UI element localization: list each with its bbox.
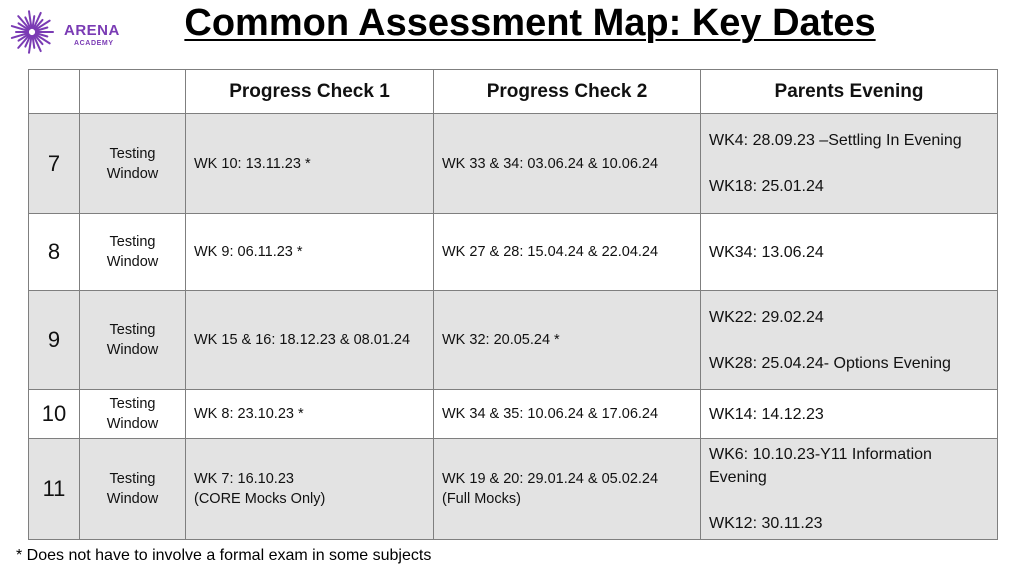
parents-evening-date: WK34: 13.06.24	[709, 243, 824, 261]
testing-window-label: Window	[106, 342, 159, 358]
progress-check-2-cell	[434, 291, 701, 390]
progress-check-1-date: WK 15 & 16: 18.12.23 & 08.01.24	[194, 332, 411, 348]
table-row	[29, 291, 998, 390]
logo-name: ARENA	[64, 22, 120, 39]
parents-evening-cell	[701, 390, 998, 439]
table-row	[29, 390, 998, 439]
header-year	[29, 70, 80, 114]
testing-window-label: Testing	[109, 471, 156, 487]
table-row	[29, 114, 998, 214]
page-title: Common Assessment Map: Key Dates	[184, 2, 876, 44]
progress-check-2-cell	[434, 390, 701, 439]
parents-evening-cell	[701, 214, 998, 291]
parents-evening-cell	[701, 439, 998, 540]
table-row	[29, 214, 998, 291]
testing-window-label: Window	[106, 165, 159, 182]
testing-window-cell	[80, 291, 186, 390]
testing-window-label: Testing	[109, 396, 156, 412]
progress-check-2-date: WK 19 & 20: 29.01.24 & 05.02.24	[442, 471, 659, 487]
progress-check-2-cell	[434, 114, 701, 214]
parents-evening-date: WK18: 25.01.24	[709, 178, 824, 195]
testing-window-label: Testing	[109, 234, 156, 250]
parents-evening-date: WK22: 29.02.24	[709, 308, 824, 326]
parents-evening-date: WK28: 25.04.24- Options Evening	[709, 354, 951, 372]
table-row	[29, 439, 998, 540]
testing-window-cell	[80, 390, 186, 439]
progress-check-1-date: WK 10: 13.11.23 *	[194, 155, 311, 172]
testing-window-cell	[80, 439, 186, 540]
line-spacer	[709, 329, 989, 352]
parents-evening-date: WK12: 30.11.23	[709, 515, 823, 532]
progress-check-2-date: WK 27 & 28: 15.04.24 & 22.04.24	[442, 244, 659, 260]
testing-window-cell	[80, 114, 186, 214]
testing-window-label: Testing	[109, 145, 156, 162]
progress-check-2-cell	[434, 214, 701, 291]
line-spacer	[709, 489, 989, 512]
header-parents-evening: Parents Evening	[701, 70, 998, 114]
footnote: * Does not have to involve a formal exam in some subjects	[16, 547, 432, 564]
year-cell: 8	[29, 214, 80, 291]
assessment-map-table	[28, 69, 998, 540]
parents-evening-date: Evening	[709, 469, 767, 486]
starburst-logo-icon	[10, 6, 60, 60]
progress-check-1-date: WK 9: 06.11.23 *	[194, 244, 303, 260]
progress-check-2-date: WK 32: 20.05.24 *	[442, 332, 560, 348]
year-cell: 10	[29, 390, 80, 439]
header-progress-check-1: Progress Check 1	[186, 70, 434, 114]
progress-check-2-date: WK 34 & 35: 10.06.24 & 17.06.24	[442, 406, 659, 422]
progress-check-1-date: WK 8: 23.10.23 *	[194, 406, 304, 422]
progress-check-1-date: (CORE Mocks Only)	[194, 491, 326, 507]
parents-evening-date: WK4: 28.09.23 –Settling In Evening	[709, 132, 962, 149]
arena-academy-logo	[10, 6, 130, 60]
year-cell: 11	[29, 439, 80, 540]
testing-window-label: Window	[106, 254, 159, 270]
parents-evening-cell	[701, 114, 998, 214]
progress-check-2-date: (Full Mocks)	[442, 491, 521, 507]
testing-window-label: Window	[106, 491, 159, 507]
testing-window-cell	[80, 214, 186, 291]
progress-check-1-date: WK 7: 16.10.23	[194, 471, 294, 487]
header-progress-check-2: Progress Check 2	[434, 70, 701, 114]
progress-check-2-date: WK 33 & 34: 03.06.24 & 10.06.24	[442, 155, 659, 172]
parents-evening-date: WK6: 10.10.23-Y11 Information	[709, 446, 932, 463]
parents-evening-date: WK14: 14.12.23	[709, 405, 824, 423]
testing-window-label: Testing	[109, 322, 156, 338]
table-header-row	[29, 70, 998, 114]
progress-check-1-cell	[186, 291, 434, 390]
progress-check-1-cell	[186, 439, 434, 540]
year-cell: 7	[29, 114, 80, 214]
progress-check-1-cell	[186, 214, 434, 291]
progress-check-1-cell	[186, 114, 434, 214]
header-window	[80, 70, 186, 114]
progress-check-2-cell	[434, 439, 701, 540]
progress-check-1-cell	[186, 390, 434, 439]
testing-window-label: Window	[106, 416, 159, 432]
line-spacer	[709, 152, 989, 175]
parents-evening-cell	[701, 291, 998, 390]
year-cell: 9	[29, 291, 80, 390]
logo-subtitle: ACADEMY	[74, 40, 114, 47]
